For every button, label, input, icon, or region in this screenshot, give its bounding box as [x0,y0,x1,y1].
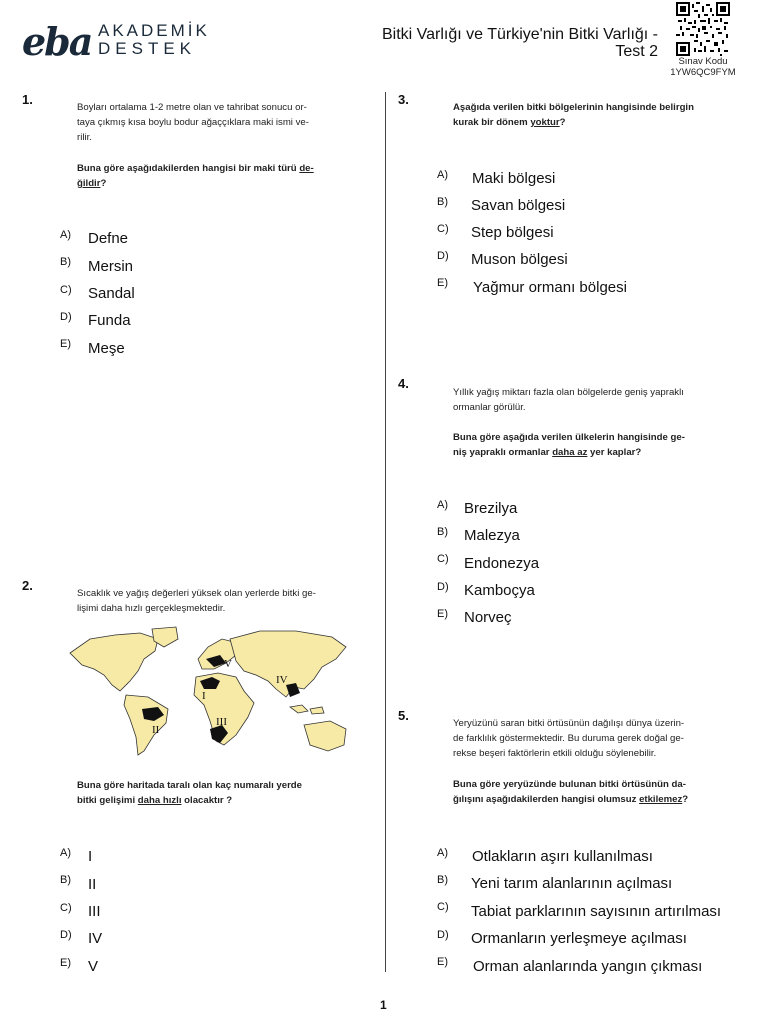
prompt-emphasis: daha az [552,447,588,458]
stem-line: Boyları ortalama 1-2 metre olan ve tahribat sonucu or- [77,102,307,113]
option-letter: C) [437,223,449,235]
north-america [70,633,158,691]
option-text: Brezilya [464,500,518,517]
stem-line: taya çıkmış kısa boylu bodur ağaççıklara maki ismi ve- [77,117,309,128]
islands [310,707,324,714]
option-e[interactable] [60,334,71,352]
column-divider [385,92,386,972]
prompt-text: olacaktır ? [181,795,233,806]
option-text: Sandal [88,285,135,302]
question-5-stem [453,716,753,761]
option-text: III [88,903,101,920]
option-letter: C) [437,553,449,565]
title-line2: Test 2 [615,43,658,60]
option-letter: B) [437,526,448,538]
page-title [382,26,658,60]
stem-line: ormanlar görülür. [453,402,526,413]
option-letter: B) [60,256,71,268]
option-c[interactable] [437,897,449,915]
prompt-emphasis: yoktur [530,117,560,128]
option-b[interactable] [437,522,448,540]
option-letter: D) [60,311,72,323]
prompt-text: ? [682,794,689,805]
option-text: Orman alanlarında yangın çıkması [473,958,703,975]
option-e[interactable] [437,952,448,970]
prompt-text: Buna göre haritada taralı olan kaç numaralı yerde [77,780,302,791]
option-text: Norveç [464,609,512,626]
option-text: Yeni tarım alanlarının açılması [471,875,673,892]
option-text: Step bölgesi [471,224,554,241]
question-3-number: 3. [398,92,409,107]
question-1-number: 1. [22,92,33,107]
option-letter: B) [437,196,448,208]
prompt-text: Buna göre aşağıda verilen ülkelerin hangisinde ge- [453,432,685,443]
option-b[interactable] [437,870,448,888]
question-3-prompt [453,100,753,130]
option-text: Kamboçya [464,582,535,599]
question-4-number: 4. [398,376,409,391]
option-letter: C) [60,284,72,296]
option-text: Yağmur ormanı bölgesi [473,279,627,296]
option-b[interactable] [60,252,71,270]
question-1-stem [77,100,367,145]
option-c[interactable] [60,280,72,298]
option-c[interactable] [60,898,72,916]
option-text: Meşe [88,340,125,357]
option-b[interactable] [437,192,448,210]
option-text: Otlakların aşırı kullanılması [472,848,653,865]
stem-line: de farklılık göstermektedir. Bu duruma gerek doğal ge- [453,733,684,744]
option-b[interactable] [60,870,71,888]
exam-code-block [660,56,746,78]
option-text: Savan bölgesi [471,197,566,214]
option-letter: A) [60,847,71,859]
option-d[interactable] [437,577,449,595]
option-text: Endonezya [464,555,540,572]
option-text: Tabiat parklarının sayısının artırılması [471,903,722,920]
option-letter: C) [60,902,72,914]
stem-line: lişimi daha hızlı gerçekleşmektedir. [77,603,226,614]
world-map [60,625,350,760]
question-5-number: 5. [398,708,409,723]
option-e[interactable] [437,273,448,291]
prompt-text: ? [559,117,566,128]
option-letter: E) [60,957,71,969]
option-letter: E) [437,608,448,620]
prompt-text: yer kaplar? [587,447,642,458]
prompt-text: Buna göre yeryüzünde bulunan bitki örtüsünün da- [453,779,686,790]
option-text: IV [88,930,103,947]
option-letter: A) [60,229,71,241]
option-letter: E) [437,277,448,289]
option-e[interactable] [437,604,448,622]
stem-line: Yeryüzünü saran bitki örtüsünün dağılışı dünya üzerin- [453,718,685,729]
option-letter: D) [60,929,72,941]
qr-code [676,2,730,56]
prompt-emphasis: de- [299,163,314,174]
option-text: I [88,848,93,865]
option-letter: A) [437,847,448,859]
exam-code: 1YW6QC9FYM [670,67,736,78]
south-america [124,695,168,755]
option-a[interactable] [60,225,71,243]
stem-line: rilir. [77,132,92,143]
option-letter: B) [437,874,448,886]
prompt-text: niş yapraklı ormanlar [453,447,553,458]
option-letter: A) [437,499,448,511]
title-line1: Bitki Varlığı ve Türkiye'nin Bitki Varlığı - [381,26,658,43]
map-label-iii: III [216,716,227,728]
map-label-i: I [202,690,206,702]
question-4-stem [453,385,753,415]
australia [304,721,346,751]
option-letter: D) [437,929,449,941]
page-number: 1 [380,998,387,1012]
option-letter: D) [437,250,449,262]
exam-code-label: Sınav Kodu [678,56,728,67]
option-e[interactable] [60,953,71,971]
prompt-emphasis: daha hızlı [137,795,182,806]
option-text: Mersin [88,258,134,275]
map-label-ii: II [152,724,160,736]
option-c[interactable] [437,219,449,237]
option-a[interactable] [437,165,448,183]
logo-text-line1: AKADEMİK [98,21,210,40]
prompt-text: Buna göre aşağıdakilerden hangisi bir maki türü [77,163,300,174]
option-a[interactable] [60,843,71,861]
question-2-prompt [77,778,367,808]
question-2-number: 2. [22,578,33,593]
stem-line: rekse beşeri faktörlerin etkili olduğu söylenebilir. [453,748,657,759]
option-a[interactable] [437,843,448,861]
option-letter: E) [60,338,71,350]
indonesia [290,705,308,713]
stem-line: Sıcaklık ve yağış değerleri yüksek olan yerlerde bitki ge- [77,588,316,599]
question-4-prompt [453,430,753,460]
option-letter: D) [437,581,449,593]
option-letter: C) [437,901,449,913]
option-text: Funda [88,312,131,329]
option-text: Malezya [464,527,520,544]
option-d[interactable] [60,307,72,325]
option-text: Defne [88,230,129,247]
question-5-prompt [453,777,753,807]
option-text: Muson bölgesi [471,251,568,268]
option-d[interactable] [437,246,449,264]
stem-line: Yıllık yağış miktarı fazla olan bölgelerde geniş yapraklı [453,387,684,398]
prompt-emphasis: ğildir [77,178,101,189]
option-text: Ormanların yerleşmeye açılması [471,930,687,947]
option-c[interactable] [437,549,449,567]
prompt-text: kurak bir dönem [453,117,531,128]
option-text: V [88,958,99,975]
logo-text-line2: DESTEK [98,39,197,58]
prompt-text: ğılışını aşağıdakilerden hangisi olumsuz [453,794,640,805]
option-letter: B) [60,874,71,886]
prompt-text: bitki gelişimi [77,795,138,806]
option-text: Maki bölgesi [472,170,556,187]
option-text: II [88,876,97,893]
option-a[interactable] [437,495,448,513]
prompt-text: ? [100,178,107,189]
map-label-v: V [224,658,232,670]
option-letter: A) [437,169,448,181]
option-d[interactable] [437,925,449,943]
option-letter: E) [437,956,448,968]
prompt-emphasis: etkilemez [639,794,683,805]
eba-logo: eba [22,19,92,64]
map-label-iv: IV [276,674,288,686]
question-1-prompt [77,161,367,191]
option-d[interactable] [60,925,72,943]
prompt-text: Aşağıda verilen bitki bölgelerinin hangisinde belirgin [453,102,694,113]
question-2-stem [77,586,367,616]
